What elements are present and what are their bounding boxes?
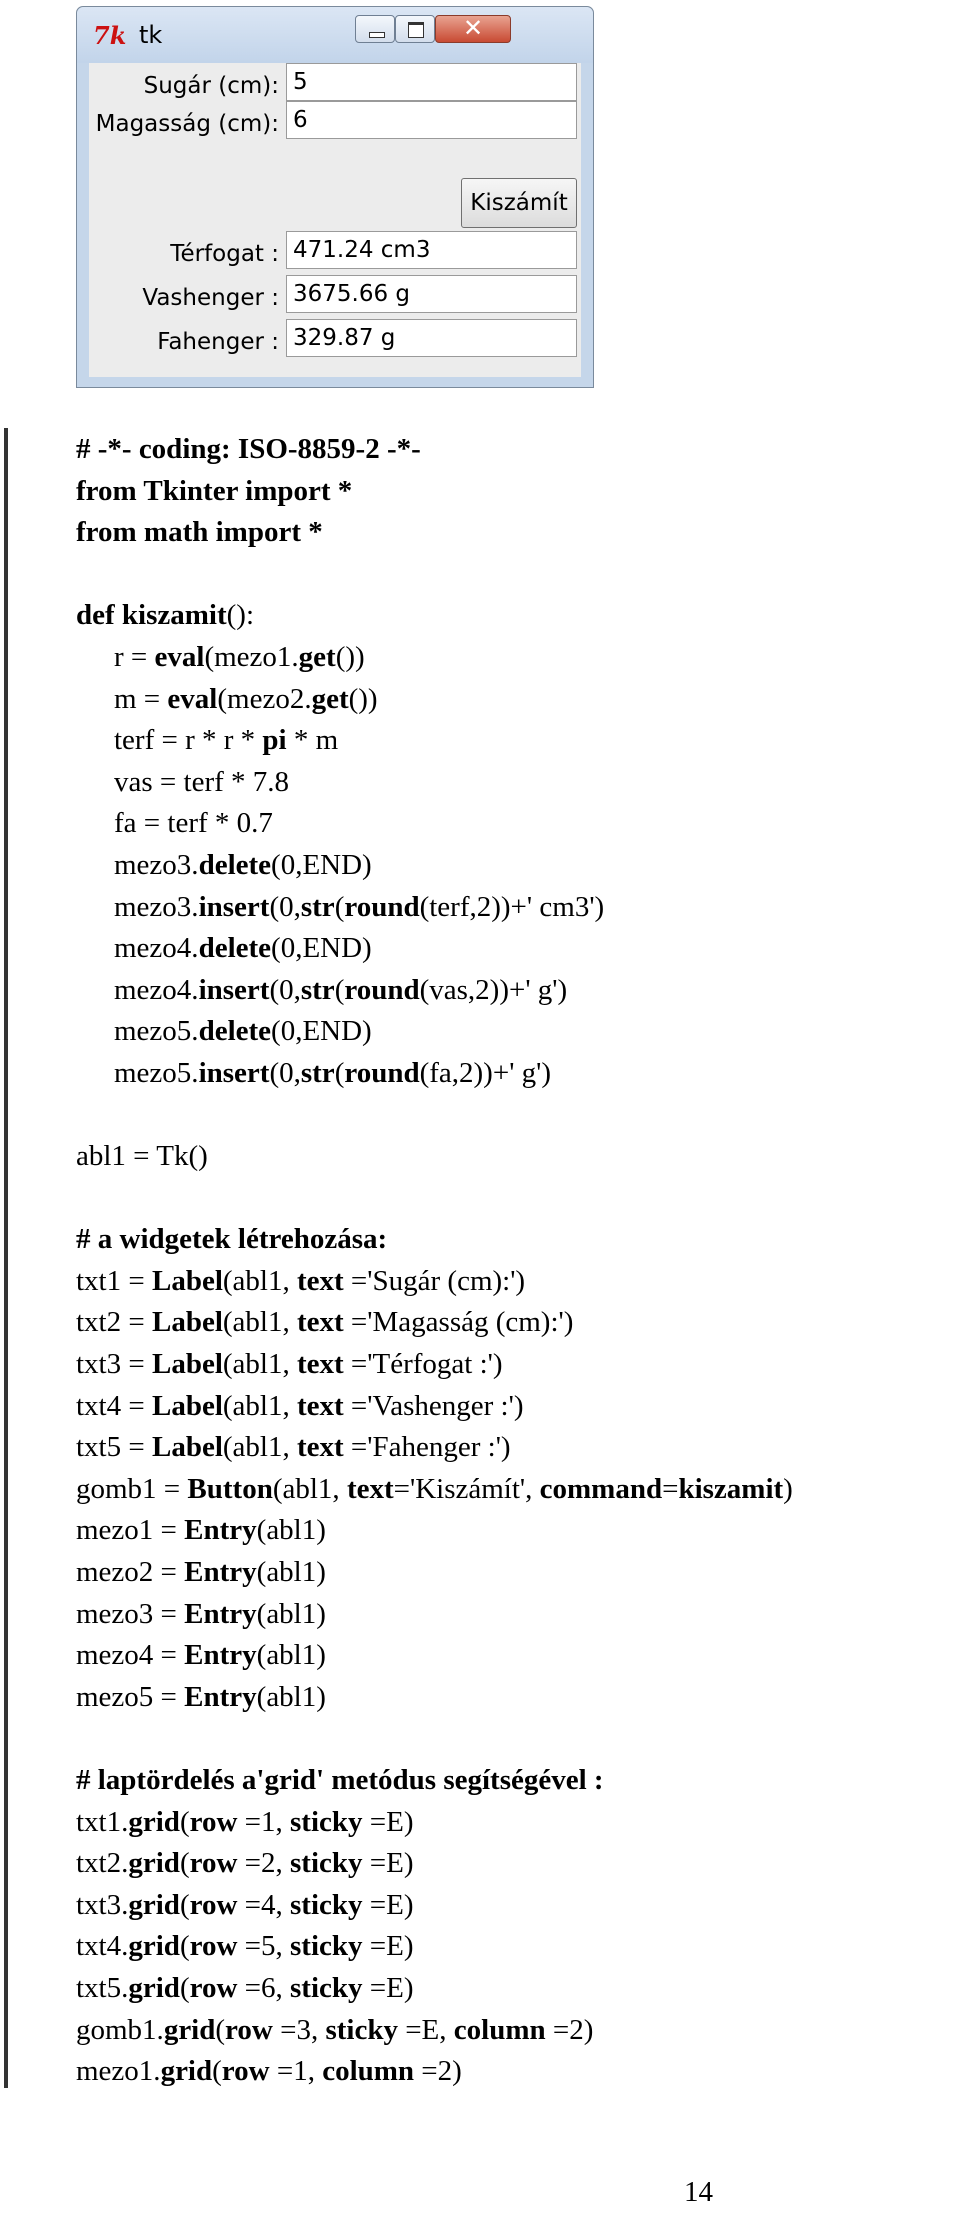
code-keyword: sticky — [290, 1930, 363, 1963]
code-keyword: insert — [198, 890, 270, 923]
code-keyword: grid — [160, 2055, 213, 2088]
entry-fahenger[interactable]: 329.87 g — [286, 319, 577, 357]
tk-window-screenshot — [76, 6, 594, 388]
code-text: ( — [179, 1805, 190, 1838]
code-text: ( — [179, 1971, 190, 2004]
code-text: ( — [212, 2055, 222, 2088]
code-text: (0,END) — [271, 848, 372, 881]
code-keyword: sticky — [325, 2013, 398, 2046]
code-keyword: eval — [154, 640, 205, 673]
code-text: =E) — [362, 1971, 414, 2004]
code-text: (abl1, — [222, 1348, 297, 1381]
code-line — [76, 2010, 956, 2052]
code-line — [76, 1885, 956, 1927]
code-keyword: from math import * — [76, 516, 323, 549]
code-text: (0,END) — [271, 932, 372, 965]
code-line — [76, 970, 956, 1012]
code-keyword: Entry — [184, 1556, 257, 1589]
code-text: mezo5. — [114, 1015, 199, 1048]
code-text: txt2. — [76, 1847, 129, 1880]
code-line — [76, 512, 956, 554]
code-keyword: # -*- coding: ISO-8859-2 -*- — [76, 433, 421, 465]
code-text: (mezo2. — [217, 682, 312, 715]
code-line — [76, 1011, 956, 1053]
label-magassag: Magasság (cm): — [95, 111, 279, 137]
code-text: mezo1 = — [76, 1514, 185, 1547]
window-title: tk — [139, 21, 163, 49]
code-keyword: text — [296, 1264, 344, 1297]
code-line — [76, 637, 956, 679]
code-text: txt4 = — [76, 1389, 152, 1422]
code-keyword: text — [296, 1431, 344, 1464]
code-line — [76, 1510, 956, 1552]
code-text: txt5. — [76, 1971, 129, 2004]
code-keyword: row — [189, 1847, 238, 1880]
code-keyword: get — [311, 682, 349, 715]
code-keyword: Entry — [184, 1680, 257, 1713]
code-keyword: # laptördelés a'grid' metódus segítségével : — [76, 1764, 604, 1796]
code-text: (mezo1. — [204, 640, 299, 673]
code-keyword: sticky — [290, 1847, 363, 1880]
code-text: ( — [179, 1888, 190, 1921]
code-keyword: str — [300, 1056, 335, 1089]
code-text: ( — [179, 1847, 190, 1880]
code-line — [76, 1302, 956, 1344]
code-line — [76, 471, 956, 513]
code-keyword: Label — [151, 1264, 223, 1297]
window-titlebar — [77, 7, 593, 63]
code-keyword: row — [189, 1930, 238, 1963]
code-keyword: text — [296, 1389, 344, 1422]
code-text: =1, — [269, 2055, 323, 2088]
code-text: txt5 = — [76, 1431, 152, 1464]
maximize-button[interactable] — [395, 15, 435, 43]
code-keyword: Label — [151, 1431, 223, 1464]
code-keyword: row — [189, 1971, 238, 2004]
code-line — [76, 1469, 956, 1511]
code-text: =6, — [237, 1971, 291, 2004]
code-keyword: insert — [198, 973, 270, 1006]
code-text: abl1 = Tk() — [76, 1140, 208, 1173]
code-keyword: kiszamit — [678, 1472, 784, 1505]
page-number: 14 — [684, 2176, 713, 2208]
code-line — [76, 1677, 956, 1719]
code-text: (0, — [269, 1056, 301, 1089]
code-keyword: Entry — [184, 1597, 257, 1630]
code-text: =4, — [237, 1888, 291, 1921]
code-text: (vas,2))+' g') — [419, 973, 568, 1006]
entry-vashenger[interactable]: 3675.66 g — [286, 275, 577, 313]
code-text: mezo3 = — [76, 1597, 185, 1630]
code-text: txt3. — [76, 1888, 129, 1921]
code-text: ) — [783, 1472, 793, 1505]
code-text: gomb1. — [76, 2013, 164, 2046]
code-keyword: str — [300, 973, 335, 1006]
code-text: (0, — [269, 973, 301, 1006]
code-keyword: Label — [151, 1389, 223, 1422]
code-line — [76, 1552, 956, 1594]
code-text: mezo4 = — [76, 1639, 185, 1672]
code-text: txt1. — [76, 1805, 129, 1838]
code-line — [76, 1344, 956, 1386]
code-line — [76, 720, 956, 762]
code-line — [76, 1635, 956, 1677]
code-line — [76, 928, 956, 970]
code-blank-line — [76, 554, 956, 596]
code-text: mezo1. — [76, 2055, 161, 2088]
code-line — [76, 1802, 956, 1844]
code-keyword: row — [225, 2013, 273, 2046]
code-text: * m — [286, 724, 339, 757]
code-text: ='Vashenger :') — [343, 1389, 524, 1422]
code-line — [76, 845, 956, 887]
code-text: txt1 = — [76, 1264, 152, 1297]
code-keyword: get — [298, 640, 336, 673]
close-button[interactable] — [435, 15, 511, 43]
label-sugar: Sugár (cm): — [143, 73, 279, 99]
code-keyword: Label — [151, 1306, 223, 1339]
code-keyword: round — [344, 973, 420, 1006]
code-keyword: from Tkinter import * — [76, 474, 353, 507]
code-keyword: column — [453, 2013, 546, 2046]
label-fahenger: Fahenger : — [157, 329, 279, 355]
window-client-area — [89, 63, 581, 377]
code-text: ='Kiszámít', — [393, 1472, 540, 1505]
code-text: =E) — [362, 1888, 414, 1921]
tk-logo-icon: 7k — [93, 21, 127, 50]
code-line — [76, 762, 956, 804]
left-margin-bar — [4, 428, 8, 2088]
code-text: (abl1) — [256, 1680, 326, 1713]
code-keyword: grid — [128, 1971, 180, 2004]
code-text: =E) — [362, 1847, 414, 1880]
code-listing — [76, 429, 956, 2093]
code-text: =2, — [237, 1847, 291, 1880]
minimize-icon — [369, 32, 385, 38]
code-keyword: grid — [128, 1888, 180, 1921]
code-text: =2) — [414, 2055, 462, 2088]
code-keyword: def kiszamit — [76, 599, 227, 632]
code-keyword: grid — [128, 1805, 180, 1838]
code-keyword: row — [221, 2055, 270, 2088]
code-text: txt3 = — [76, 1348, 152, 1381]
code-text: (terf,2))+' cm3') — [419, 890, 605, 923]
code-keyword: round — [344, 1056, 420, 1089]
maximize-icon — [408, 22, 424, 38]
code-text: gomb1 = — [76, 1472, 188, 1505]
code-text: ='Térfogat :') — [343, 1348, 503, 1381]
code-line — [76, 1136, 956, 1178]
code-text: (0, — [269, 890, 301, 923]
code-keyword: sticky — [290, 1971, 363, 2004]
code-text: vas = terf * 7.8 — [114, 765, 290, 798]
code-text: ='Magasság (cm):') — [343, 1306, 574, 1339]
code-text: mezo3. — [114, 848, 199, 881]
close-icon: ✕ — [462, 14, 484, 42]
code-keyword: insert — [198, 1056, 270, 1089]
code-text: ( — [179, 1930, 190, 1963]
code-text: (): — [226, 599, 254, 632]
code-text: =E) — [362, 1930, 414, 1963]
label-vashenger: Vashenger : — [142, 285, 279, 311]
code-blank-line — [76, 1718, 956, 1760]
entry-terfogat[interactable]: 471.24 cm3 — [286, 231, 577, 269]
code-text: ( — [334, 973, 345, 1006]
code-text: ()) — [335, 640, 365, 673]
code-text: mezo4. — [114, 932, 199, 965]
code-keyword: Label — [151, 1348, 223, 1381]
code-line — [76, 1261, 956, 1303]
code-text: ( — [334, 1056, 345, 1089]
code-text: (fa,2))+' g') — [419, 1056, 552, 1089]
code-line — [76, 2051, 956, 2093]
code-text: ( — [334, 890, 345, 923]
code-text: (abl1, — [272, 1472, 347, 1505]
code-keyword: str — [300, 890, 335, 923]
code-line — [76, 1386, 956, 1428]
code-text: ='Fahenger :') — [343, 1431, 511, 1464]
code-text: =E, — [397, 2013, 454, 2046]
code-text: =1, — [237, 1805, 291, 1838]
code-keyword: delete — [198, 932, 272, 965]
code-text: r = — [114, 640, 155, 673]
code-text: (abl1, — [222, 1264, 297, 1297]
code-keyword: text — [296, 1306, 344, 1339]
code-text: (abl1, — [222, 1431, 297, 1464]
code-line — [76, 1594, 956, 1636]
code-line — [76, 887, 956, 929]
code-text: ()) — [348, 682, 378, 715]
code-text: mezo3. — [114, 890, 199, 923]
code-line — [76, 1219, 956, 1261]
code-text: txt2 = — [76, 1306, 152, 1339]
code-line — [76, 595, 956, 637]
code-text: =3, — [272, 2013, 326, 2046]
code-text: (abl1) — [256, 1514, 326, 1547]
code-keyword: eval — [167, 682, 218, 715]
code-text: =5, — [237, 1930, 291, 1963]
code-text: mezo2 = — [76, 1556, 185, 1589]
code-line — [76, 1760, 956, 1802]
code-text: (0,END) — [271, 1015, 372, 1048]
code-text: (abl1, — [222, 1306, 297, 1339]
label-terfogat: Térfogat : — [170, 241, 279, 267]
code-text: = — [662, 1472, 679, 1505]
code-keyword: row — [189, 1888, 238, 1921]
code-line — [76, 1926, 956, 1968]
code-keyword: grid — [128, 1930, 180, 1963]
code-text: fa = terf * 0.7 — [114, 807, 273, 840]
code-keyword: delete — [198, 1015, 272, 1048]
code-keyword: # a widgetek létrehozása: — [76, 1223, 388, 1256]
code-keyword: Button — [187, 1472, 273, 1505]
code-keyword: column — [322, 2055, 415, 2088]
code-text: =2) — [545, 2013, 594, 2046]
code-text: (abl1) — [256, 1556, 326, 1589]
code-text: terf = r * r * — [114, 724, 263, 757]
code-line — [76, 1053, 956, 1095]
code-line — [76, 1427, 956, 1469]
kiszamit-button[interactable]: Kiszámít — [461, 178, 577, 228]
code-text: mezo5 = — [76, 1680, 185, 1713]
code-keyword: delete — [198, 848, 272, 881]
code-text: mezo5. — [114, 1056, 199, 1089]
code-line — [76, 429, 956, 471]
entry-sugar[interactable]: 5 — [286, 63, 577, 101]
code-keyword: sticky — [290, 1888, 363, 1921]
code-keyword: row — [189, 1805, 238, 1838]
code-line — [76, 1968, 956, 2010]
code-text: (abl1) — [256, 1597, 326, 1630]
code-text: txt4. — [76, 1930, 129, 1963]
code-keyword: sticky — [290, 1805, 363, 1838]
code-keyword: command — [539, 1472, 663, 1505]
code-text: ='Sugár (cm):') — [343, 1264, 526, 1297]
code-text: (abl1, — [222, 1389, 297, 1422]
code-text: m = — [114, 682, 168, 715]
code-keyword: pi — [262, 724, 287, 757]
code-keyword: grid — [128, 1847, 180, 1880]
code-blank-line — [76, 1178, 956, 1220]
code-line — [76, 679, 956, 721]
minimize-button[interactable] — [355, 15, 395, 43]
code-line — [76, 1843, 956, 1885]
code-blank-line — [76, 1095, 956, 1137]
code-text: (abl1) — [256, 1639, 326, 1672]
code-text: ( — [215, 2013, 226, 2046]
code-keyword: grid — [163, 2013, 216, 2046]
code-keyword: Entry — [184, 1639, 257, 1672]
code-keyword: Entry — [184, 1514, 257, 1547]
entry-magassag[interactable]: 6 — [286, 101, 577, 139]
code-line — [76, 803, 956, 845]
code-text: =E) — [362, 1805, 414, 1838]
code-keyword: text — [296, 1348, 344, 1381]
code-text: mezo4. — [114, 973, 199, 1006]
code-keyword: text — [346, 1472, 394, 1505]
code-keyword: round — [344, 890, 420, 923]
